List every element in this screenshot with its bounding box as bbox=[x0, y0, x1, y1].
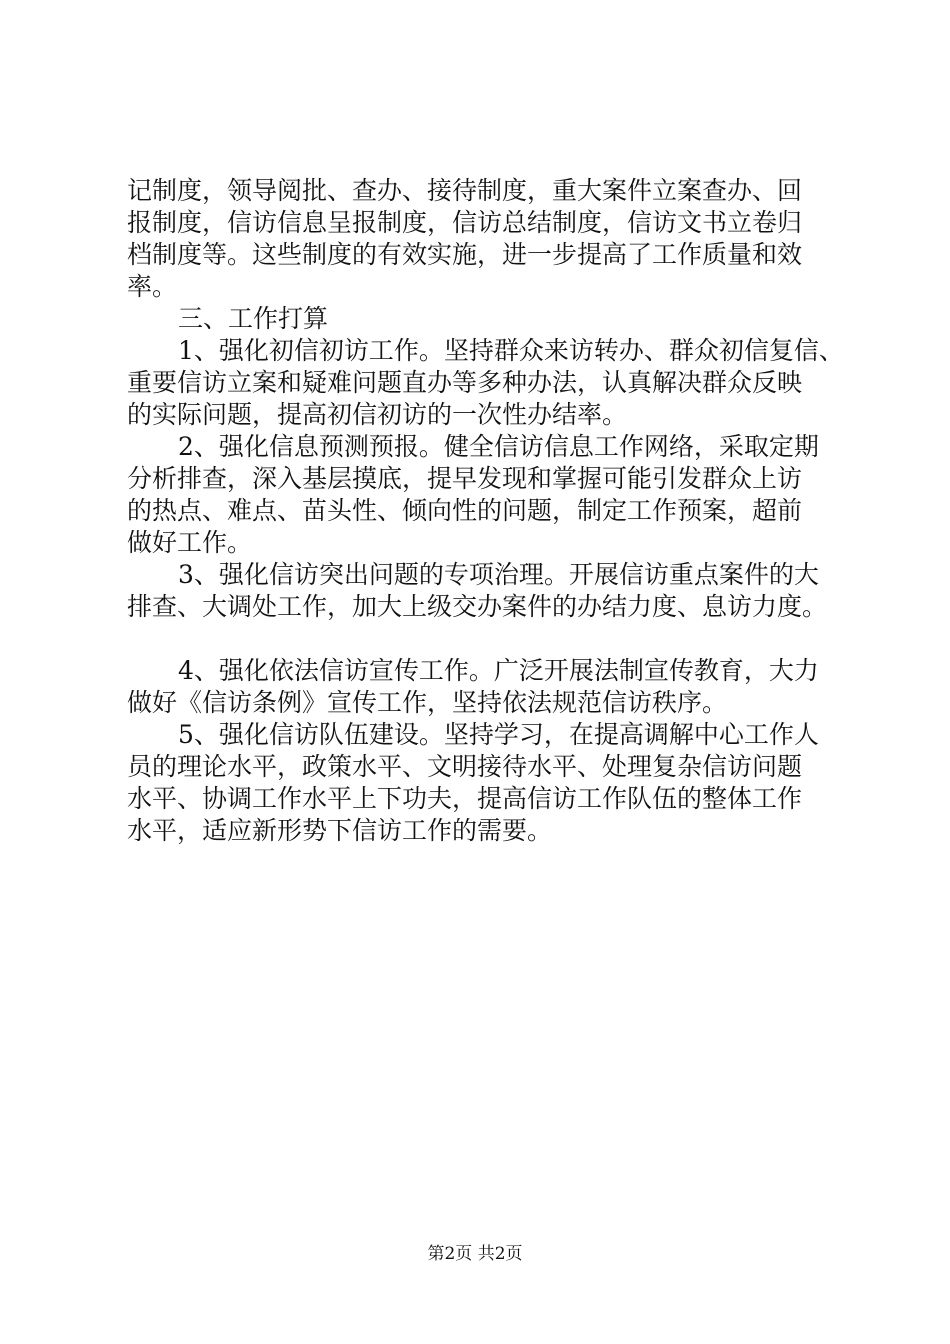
paragraph-line: 2、强化信息预测预报。健全信访信息工作网络，采取定期 bbox=[178, 432, 819, 461]
paragraph-line: 记制度，领导阅批、查办、接待制度，重大案件立案查办、回 bbox=[127, 176, 803, 205]
paragraph-line: 1、强化初信初访工作。坚持群众来访转办、群众初信复信、 bbox=[178, 336, 844, 365]
document-body bbox=[127, 175, 847, 847]
paragraph-line: 做好工作。 bbox=[127, 528, 253, 557]
paragraph-line: 员的理论水平，政策水平、文明接待水平、处理复杂信访问题 bbox=[127, 752, 803, 781]
paragraph-line: 5、强化信访队伍建设。坚持学习，在提高调解中心工作人 bbox=[178, 720, 819, 749]
paragraph-line: 的热点、难点、苗头性、倾向性的问题，制定工作预案，超前 bbox=[127, 496, 803, 525]
blank-line bbox=[127, 623, 847, 655]
paragraph-line: 水平、协调工作水平上下功夫，提高信访工作队伍的整体工作 bbox=[127, 784, 803, 813]
paragraph-line: 报制度，信访信息呈报制度，信访总结制度，信访文书立卷归 bbox=[127, 208, 803, 237]
page-number-footer: 第2页 共2页 bbox=[427, 1244, 523, 1264]
paragraph-line: 3、强化信访突出问题的专项治理。开展信访重点案件的大 bbox=[178, 560, 819, 589]
paragraph-line: 排查、大调处工作，加大上级交办案件的办结力度、息访力度。 bbox=[127, 592, 828, 621]
paragraph-line: 分析排查，深入基层摸底，提早发现和掌握可能引发群众上访 bbox=[127, 464, 803, 493]
paragraph-line: 4、强化依法信访宣传工作。广泛开展法制宣传教育，大力 bbox=[178, 656, 819, 685]
paragraph-line: 重要信访立案和疑难问题直办等多种办法，认真解决群众反映 bbox=[127, 368, 803, 397]
paragraph-line: 档制度等。这些制度的有效实施，进一步提高了工作质量和效 bbox=[127, 240, 803, 269]
paragraph-line: 的实际问题，提高初信初访的一次性办结率。 bbox=[127, 400, 628, 429]
paragraph-line: 率。 bbox=[127, 272, 178, 301]
section-heading: 三、工作打算 bbox=[178, 304, 329, 333]
paragraph-line: 水平，适应新形势下信访工作的需要。 bbox=[127, 816, 553, 845]
paragraph-line: 做好《信访条例》宣传工作，坚持依法规范信访秩序。 bbox=[127, 688, 728, 717]
